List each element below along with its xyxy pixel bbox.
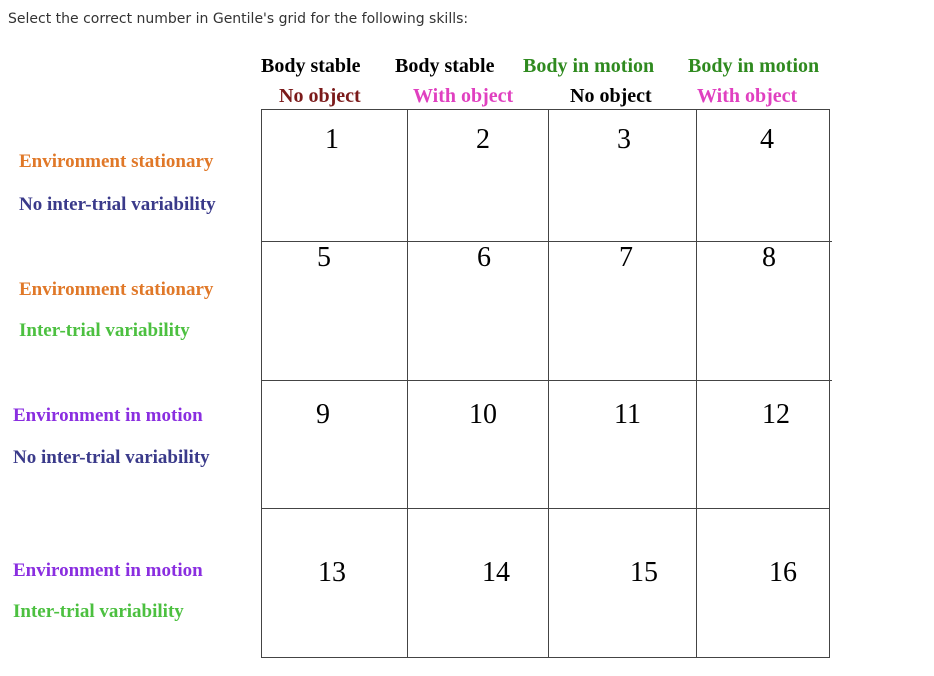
column-header-2-line2: With object — [413, 85, 514, 107]
column-header-2-line1: Body stable — [395, 55, 495, 77]
cell-number-14: 14 — [482, 557, 510, 588]
question-text: Select the correct number in Gentile's grid for the following skills: — [8, 11, 469, 27]
row-label-3-line2: No inter-trial variability — [13, 447, 210, 468]
grid-cell-15[interactable] — [549, 509, 696, 657]
cell-number-9: 9 — [316, 399, 330, 430]
grid-cell-5[interactable] — [262, 242, 407, 380]
grid-cell-9[interactable] — [262, 381, 407, 508]
cell-number-2: 2 — [476, 124, 490, 155]
cell-number-13: 13 — [318, 557, 346, 588]
grid-line-h5 — [261, 657, 830, 658]
cell-number-11: 11 — [614, 399, 641, 430]
row-label-4-line1: Environment in motion — [13, 560, 203, 581]
grid-cell-16[interactable] — [697, 509, 829, 657]
grid-line-v5 — [829, 110, 830, 657]
column-header-3-line1: Body in motion — [523, 55, 655, 77]
cell-number-10: 10 — [469, 399, 497, 430]
column-header-4-line1: Body in motion — [688, 55, 820, 77]
cell-number-15: 15 — [630, 557, 658, 588]
cell-number-5: 5 — [317, 242, 331, 273]
column-header-1-line1: Body stable — [261, 55, 361, 77]
cell-number-12: 12 — [762, 399, 790, 430]
column-header-3-line2: No object — [570, 85, 652, 107]
cell-number-6: 6 — [477, 242, 491, 273]
row-label-2-line2: Inter-trial variability — [19, 320, 190, 341]
cell-number-3: 3 — [617, 124, 631, 155]
row-label-4-line2: Inter-trial variability — [13, 601, 184, 622]
cell-number-1: 1 — [325, 124, 339, 155]
cell-number-4: 4 — [760, 124, 774, 155]
row-label-3-line1: Environment in motion — [13, 405, 203, 426]
column-header-1-line2: No object — [279, 85, 361, 107]
cell-number-16: 16 — [769, 557, 797, 588]
column-header-4-line2: With object — [697, 85, 798, 107]
cell-number-7: 7 — [619, 242, 633, 273]
row-label-1-line1: Environment stationary — [19, 151, 214, 172]
row-label-1-line2: No inter-trial variability — [19, 194, 216, 215]
row-label-2-line1: Environment stationary — [19, 279, 214, 300]
grid-cell-14[interactable] — [408, 509, 548, 657]
cell-number-8: 8 — [762, 242, 776, 273]
